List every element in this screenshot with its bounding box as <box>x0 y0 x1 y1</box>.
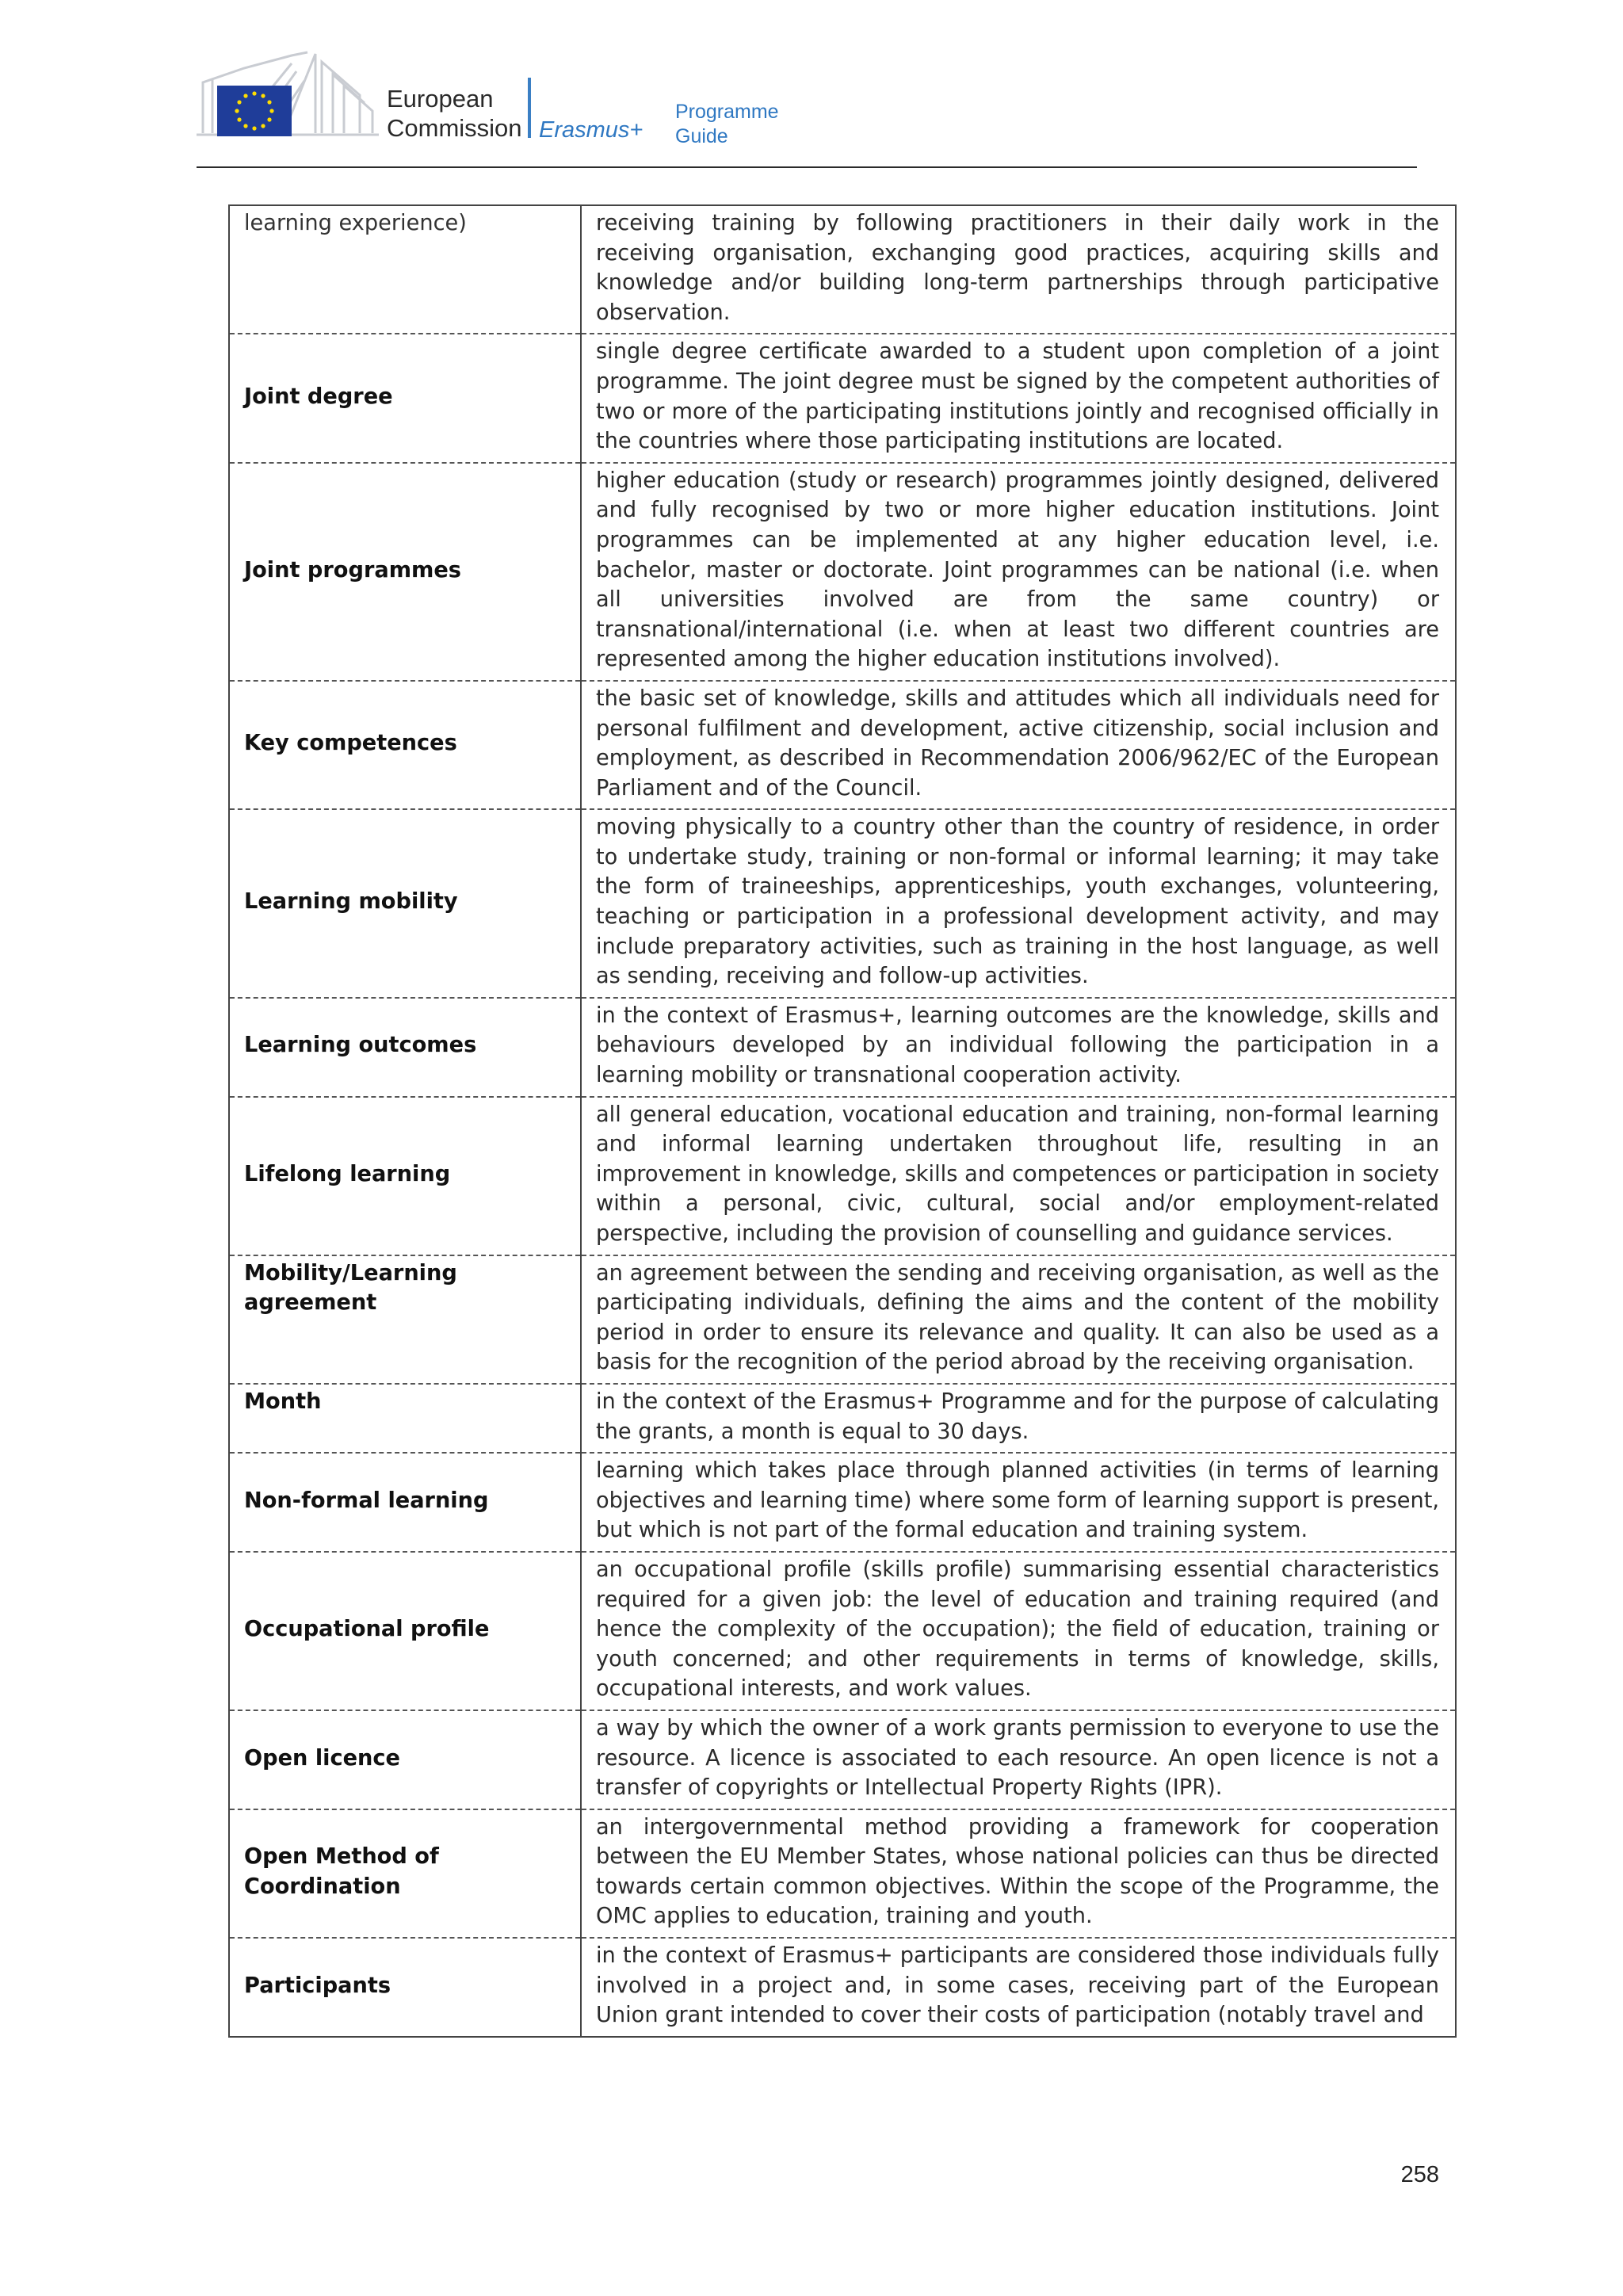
glossary-term: Month <box>229 1384 581 1453</box>
logo-separator <box>528 78 531 138</box>
glossary-definition: in the context of Erasmus+, learning outcomes are the knowledge, skills and behaviours developed by an individual following the participation in a learning mobility or transnational cooperation activity. <box>581 998 1456 1097</box>
glossary-term: Mobility/Learning agreement <box>229 1255 581 1384</box>
table-row <box>229 1384 1456 1453</box>
glossary-definition: in the context of the Erasmus+ Programme and for the purpose of calculating the grants, a month is equal to 30 days. <box>581 1384 1456 1453</box>
glossary-term: Open Method of Coordination <box>229 1809 581 1938</box>
table-row <box>229 1710 1456 1809</box>
glossary-definition: a way by which the owner of a work grants permission to everyone to use the resource. A licence is associated to each resource. An open licence is not a transfer of copyrights or Intellectual Property Rights (IPR). <box>581 1710 1456 1809</box>
glossary-term: Lifelong learning <box>229 1097 581 1255</box>
glossary-term: Non-formal learning <box>229 1453 581 1552</box>
table-row <box>229 1809 1456 1938</box>
glossary-definition: the basic set of knowledge, skills and attitudes which all individuals need for personal fulfilment and development, active citizenship, social inclusion and employment, as described in Recommendation 2006/962/EC of the European Parliament and of the Council. <box>581 681 1456 809</box>
erasmus-brand: Erasmus+ <box>539 117 643 143</box>
table-row <box>229 334 1456 462</box>
glossary-term: Joint degree <box>229 334 581 462</box>
glossary-term: Occupational profile <box>229 1552 581 1710</box>
glossary-definition: single degree certificate awarded to a student upon completion of a joint programme. The joint degree must be signed by the competent authorities of two or more of the participating institutions jointly and recognised officially in the countries where those participating institutions are located. <box>581 334 1456 462</box>
table-row <box>229 998 1456 1097</box>
glossary-definition: receiving training by following practitioners in their daily work in the receiving organisation, exchanging good practices, acquiring skills and knowledge and/or building long-term partnerships through participative observation. <box>581 205 1456 334</box>
glossary-term: Key competences <box>229 681 581 809</box>
page-header <box>197 48 1417 166</box>
glossary-term: Learning outcomes <box>229 998 581 1097</box>
table-row <box>229 809 1456 998</box>
glossary-definition: an agreement between the sending and receiving organisation, as well as the participating individuals, defining the aims and the content of the mobility period in order to ensure its relevance and quality. It can also be used as a basis for the recognition of the period abroad by the receiving organisation. <box>581 1255 1456 1384</box>
table-row <box>229 1938 1456 2037</box>
table-row <box>229 1552 1456 1710</box>
glossary-definition: an occupational profile (skills profile) summarising essential characteristics required for a given job: the level of education and training required (and hence the complexity of the occupation); the field of education, training or youth concerned; and other requirements in terms of knowledge, skills, occupational interests, and work values. <box>581 1552 1456 1710</box>
glossary-definition: in the context of Erasmus+ participants are considered those individuals fully involved in a project and, in some cases, receiving part of the European Union grant intended to cover their costs of participation (notably travel and <box>581 1938 1456 2037</box>
glossary-definition: an intergovernmental method providing a framework for cooperation between the EU Member States, whose national policies can thus be directed towards certain common objectives. Within the scope of the Programme, the OMC applies to education, training and youth. <box>581 1809 1456 1938</box>
programme-guide-label: Programme Guide <box>675 101 779 147</box>
page-number: 258 <box>1400 2162 1439 2187</box>
table-row <box>229 681 1456 809</box>
table-row <box>229 1255 1456 1384</box>
glossary-definition: higher education (study or research) programmes jointly designed, delivered and fully recognised by two or more higher education institutions. Joint programmes can be implemented at any higher education level, i.e. bachelor, master or doctorate. Joint programmes can be national (i.e. when all universities involved are from the same country) or transnational/international (i.e. when at least two different countries are represented among the higher education institutions involved). <box>581 463 1456 681</box>
table-row <box>229 463 1456 681</box>
glossary-term: Open licence <box>229 1710 581 1809</box>
glossary-definition: moving physically to a country other than the country of residence, in order to undertake study, training or non-formal or informal learning; it may take the form of traineeships, apprenticeships, youth exchanges, volunteering, teaching or participation in a professional development activity, and may include preparatory activities, such as training in the host language, as well as sending, receiving and follow-up activities. <box>581 809 1456 998</box>
glossary-table <box>228 204 1457 2038</box>
glossary-definition: learning which takes place through planned activities (in terms of learning objectives and learning time) where some form of learning support is present, but which is not part of the formal education and training system. <box>581 1453 1456 1552</box>
glossary-term: Learning mobility <box>229 809 581 998</box>
glossary-term: Joint programmes <box>229 463 581 681</box>
glossary-term: learning experience) <box>229 205 581 334</box>
table-row <box>229 1097 1456 1255</box>
glossary-definition: all general education, vocational education and training, non-formal learning and informal learning undertaken throughout life, resulting in an improvement in knowledge, skills and competences or participation in society within a personal, civic, cultural, social and/or employment-related perspective, including the provision of counselling and guidance services. <box>581 1097 1456 1255</box>
table-row <box>229 205 1456 334</box>
commission-name: European Commission <box>387 85 522 142</box>
glossary-term: Participants <box>229 1938 581 2037</box>
table-row <box>229 1453 1456 1552</box>
header-divider <box>197 166 1417 168</box>
